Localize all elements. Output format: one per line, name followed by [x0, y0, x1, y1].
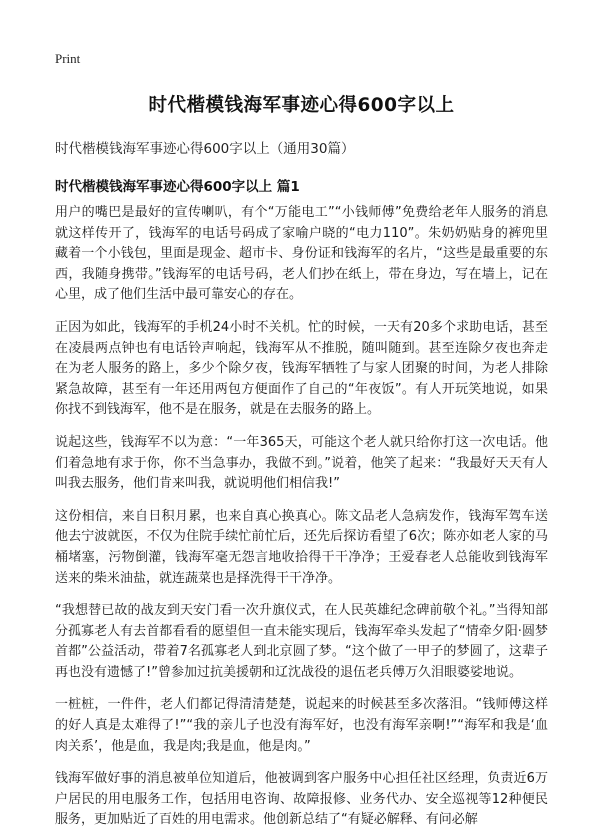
paragraph: “我想替已故的战友到天安门看一次升旗仪式，在人民英雄纪念碑前敬个礼。”当得知部分孤寡老人有去首都看看的愿望但一直未能实现后，钱海军牵头发起了“情牵夕阳·圆梦首都”公益活动，带着7名孤寡老人到北京圆了梦。“这个做了一甲子的梦圆了，这辈子再也没有遗憾了!”曾参加过抗美援朝和辽沈战役的退伍老兵傅万久泪眼婆娑地说。: [55, 603, 548, 680]
paragraph: 这份相信，来自日积月累，也来自真心换真心。陈文品老人急病发作，钱海军驾车送他去宁波就医，不仅为住院手续忙前忙后，还先后探访看望了6次；陈亦如老人家的马桶堵塞，污物倒灌，钱海军毫无怨言地收拾得干干净净；王爱春老人总能收到钱海军送来的柴米油盐，就连蔬菜也是择洗得干干净净。: [55, 508, 548, 586]
print-link[interactable]: Print: [55, 51, 81, 66]
paragraph: 一桩桩，一件件，老人们都记得清清楚楚，说起来的时候甚至多次落泪。“钱师傅这样的好人真是太难得了!”“我的亲儿子也没有海军好，也没有海军亲啊!”“海军和我是‘血肉关系’，他是血，我是肉;我是血，他是肉。”: [55, 697, 548, 754]
article-body: [55, 203, 548, 831]
document-subtitle: 时代楷模钱海军事迹心得600字以上（通用30篇）: [55, 141, 355, 157]
paragraph: 钱海军做好事的消息被单位知道后，他被调到客户服务中心担任社区经理，负责近6万户居民的用电服务工作，包括用电咨询、故障报修、业务代办、安全巡视等12种便民服务，更加贴近了百姓的用电需求。他创新总结了“有疑必解释、有问必解: [55, 771, 548, 828]
document-title: 时代楷模钱海军事迹心得600字以上: [148, 95, 455, 116]
paragraph: 说起这些，钱海军不以为意：“一年365天，可能这个老人就只给你打这一次电话。他们着急地有求于你，你不当急事办，我做不到。”说着，他笑了起来：“我最好天天有人叫我去服务，他们肯来叫我，就说明他们相信我!”: [55, 434, 548, 492]
paragraph: 用户的嘴巴是最好的宣传喇叭，有个“万能电工”“小钱师傅”免费给老年人服务的消息就这样传开了，钱海军的电话号码成了家喻户晓的“电力110”。朱奶奶贴身的裤兜里藏着一个小钱包，里面是现金、超市卡、身份证和钱海军的名片，“这些是最重要的东西，我随身携带。”钱海军的电话号码，老人们抄在纸上，带在身边，写在墙上，记在心里，成了他们生活中最可靠安心的存在。: [55, 205, 548, 303]
section-heading: 时代楷模钱海军事迹心得600字以上 篇1: [55, 179, 300, 195]
paragraph: 正因为如此，钱海军的手机24小时不关机。忙的时候，一天有20多个求助电话，甚至在凌晨两点钟也有电话铃声响起，钱海军从不推脱，随叫随到。甚至连除夕夜也奔走在为老人服务的路上，多少个除夕夜，钱海军牺牲了与家人团聚的时间，为老人排除紧急故障，甚至有一年还用两包方便面作了自己的“年夜饭”。有人开玩笑地说，如果你找不到钱海军，他不是在服务，就是在去服务的路上。: [55, 319, 548, 418]
